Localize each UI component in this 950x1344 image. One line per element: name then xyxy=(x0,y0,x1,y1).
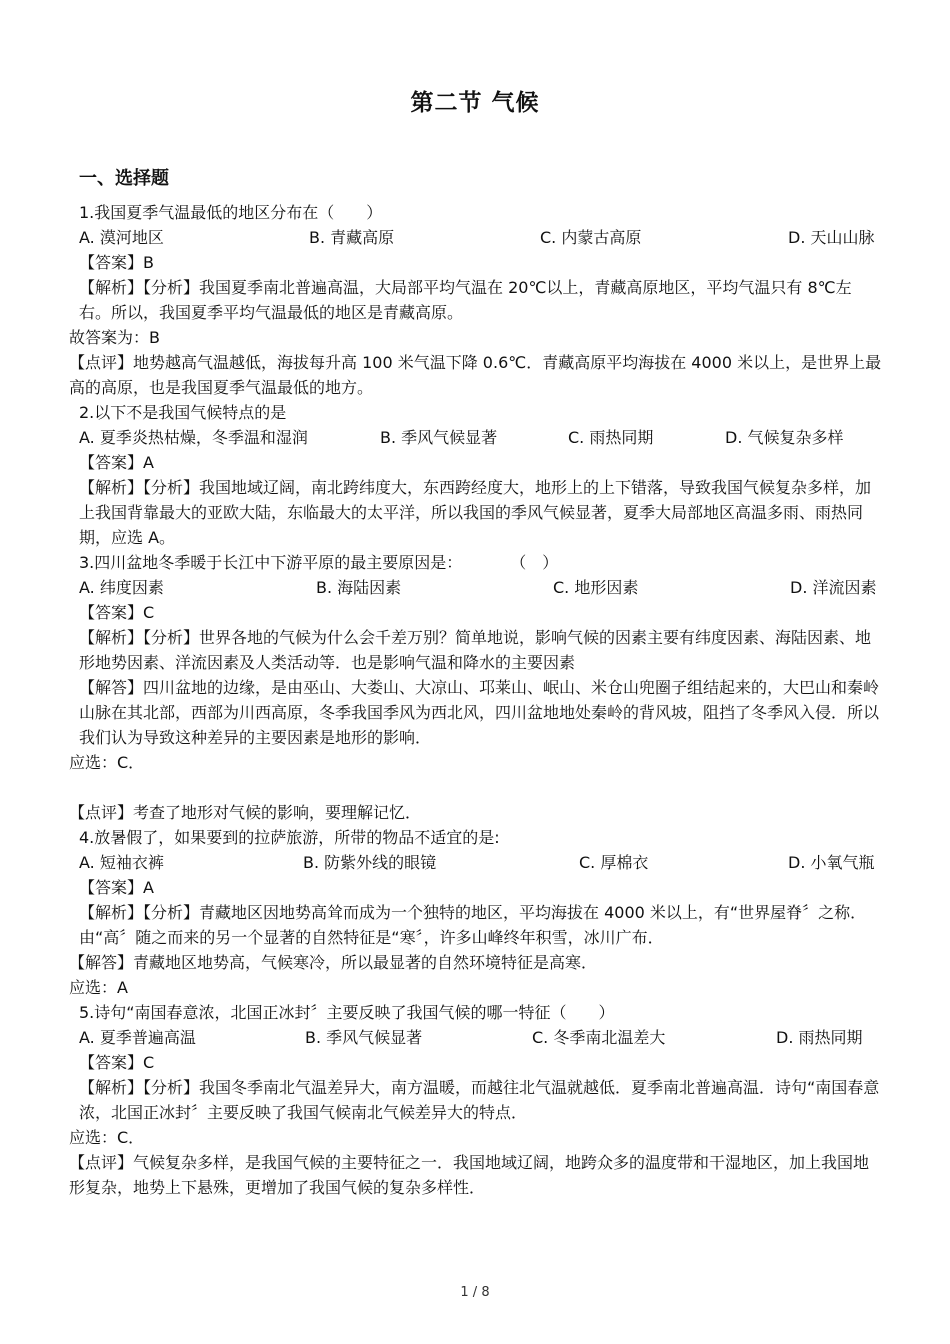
comment: 【点评】地势越高气温越低，海拔每升高 100 米气温下降 0.6℃．青藏高原平均海拔在 4000 米以上，是世界上最高的高原，也是我国夏季气温最低的地方。 xyxy=(69,353,882,397)
option-d: D. 小氧气瓶 xyxy=(788,853,875,872)
option-c: C. 内蒙古高原 xyxy=(540,228,642,247)
option-a: A. 夏季炎热枯燥，冬季温和湿润 xyxy=(79,428,308,447)
question-2-stem: 2.以下不是我国气候特点的是 xyxy=(79,403,287,422)
option-c: C. 地形因素 xyxy=(553,578,639,597)
question-5-stem: 5.诗句“南国春意浓，北国正冰封〞主要反映了我国气候的哪一特征（ ） xyxy=(79,1003,615,1022)
answer: 【答案】A xyxy=(79,453,154,472)
option-d: D. 气候复杂多样 xyxy=(725,428,844,447)
conclusion: 应选：A xyxy=(69,978,128,997)
option-a: A. 夏季普遍高温 xyxy=(79,1028,196,1047)
conclusion: 故答案为：B xyxy=(69,328,160,347)
option-c: C. 厚棉衣 xyxy=(579,853,649,872)
option-b: B. 青藏高原 xyxy=(309,228,395,247)
option-a: A. 漠河地区 xyxy=(79,228,164,247)
option-d: D. 天山山脉 xyxy=(788,228,875,247)
question-3-options xyxy=(69,575,883,600)
option-d: D. 洋流因素 xyxy=(790,578,877,597)
question-4-stem: 4.放暑假了，如果要到的拉萨旅游，所带的物品不适宜的是: xyxy=(79,828,500,847)
section-heading: 一、选择题 xyxy=(79,168,169,189)
analysis: 【解析】【分析】我国冬季南北气温差异大，南方温暖，而越往北气温就越低．夏季南北普遍高温．诗句“南国春意浓，北国正冰封〞主要反映了我国气候南北气候差异大的特点． xyxy=(79,1078,880,1122)
question-1-stem: 1.我国夏季气温最低的地区分布在（ ） xyxy=(79,203,383,222)
option-b: B. 海陆因素 xyxy=(316,578,402,597)
answer: 【答案】A xyxy=(79,878,154,897)
analysis: 【解析】【分析】青藏地区因地势高耸而成为一个独特的地区，平均海拔在 4000 米以上，有“世界屋脊〞之称．由“高〞随之而来的另一个显著的自然特征是“寒〞，许多山峰终年积雪，冰川广布． xyxy=(79,903,867,947)
question-4-options xyxy=(69,850,883,875)
option-c: C. 冬季南北温差大 xyxy=(532,1028,666,1047)
answer: 【答案】C xyxy=(79,1053,155,1072)
analysis: 【解析】【分析】世界各地的气候为什么会千差万别？简单地说，影响气候的因素主要有纬度因素、海陆因素、地形地势因素、洋流因素及人类活动等．也是影响气温和降水的主要因素 xyxy=(79,628,872,672)
option-a: A. 短袖衣裤 xyxy=(79,853,164,872)
spacer xyxy=(69,775,883,800)
option-b: B. 季风气候显著 xyxy=(305,1028,423,1047)
page-title: 第二节 气候 xyxy=(410,90,540,116)
question-3-stem: 3.四川盆地冬季暖于长江中下游平原的最主要原因是： （ ） xyxy=(79,553,559,572)
option-d: D. 雨热同期 xyxy=(776,1028,863,1047)
question-5-options xyxy=(69,1025,883,1050)
conclusion: 应选：C． xyxy=(69,1128,145,1147)
option-b: B. 季风气候显著 xyxy=(380,428,498,447)
document-body xyxy=(69,200,883,1200)
analysis: 【解析】【分析】我国地域辽阔，南北跨纬度大，东西跨经度大，地形上的上下错落，导致我国气候复杂多样，加上我国背靠最大的亚欧大陆，东临最大的太平洋，所以我国的季风气候显著，夏季大局部地区高温多雨、雨热同期，应选 A。 xyxy=(79,478,872,547)
question-1-options xyxy=(69,225,883,250)
answer: 【答案】C xyxy=(79,603,155,622)
comment: 【点评】考查了地形对气候的影响，要理解记忆． xyxy=(69,803,422,822)
solution: 【解答】青藏地区地势高，气候寒冷，所以最显著的自然环境特征是高寒． xyxy=(69,953,598,972)
conclusion: 应选：C． xyxy=(69,753,145,772)
page-number: 1 / 8 xyxy=(460,1285,490,1300)
question-2-options xyxy=(69,425,883,450)
option-a: A. 纬度因素 xyxy=(79,578,164,597)
solution: 【解答】四川盆地的边缘，是由巫山、大娄山、大凉山、邛莱山、岷山、米仓山兜圈子组结起来的，大巴山和秦岭山脉在其北部，西部为川西高原，冬季我国季风为西北风，四川盆地地处秦岭的背风坡，阻挡了冬季风入侵．所以我们认为导致这种差异的主要因素是地形的影响． xyxy=(79,678,880,747)
option-c: C. 雨热同期 xyxy=(568,428,654,447)
option-b: B. 防紫外线的眼镜 xyxy=(303,853,437,872)
comment: 【点评】气候复杂多样，是我国气候的主要特征之一．我国地域辽阔，地跨众多的温度带和干湿地区，加上我国地形复杂，地势上下悬殊，更增加了我国气候的复杂多样性． xyxy=(69,1153,870,1197)
answer: 【答案】B xyxy=(79,253,154,272)
analysis: 【解析】【分析】我国夏季南北普遍高温，大局部平均气温在 20℃以上，青藏高原地区，平均气温只有 8℃左右。所以，我国夏季平均气温最低的地区是青藏高原。 xyxy=(79,278,852,322)
